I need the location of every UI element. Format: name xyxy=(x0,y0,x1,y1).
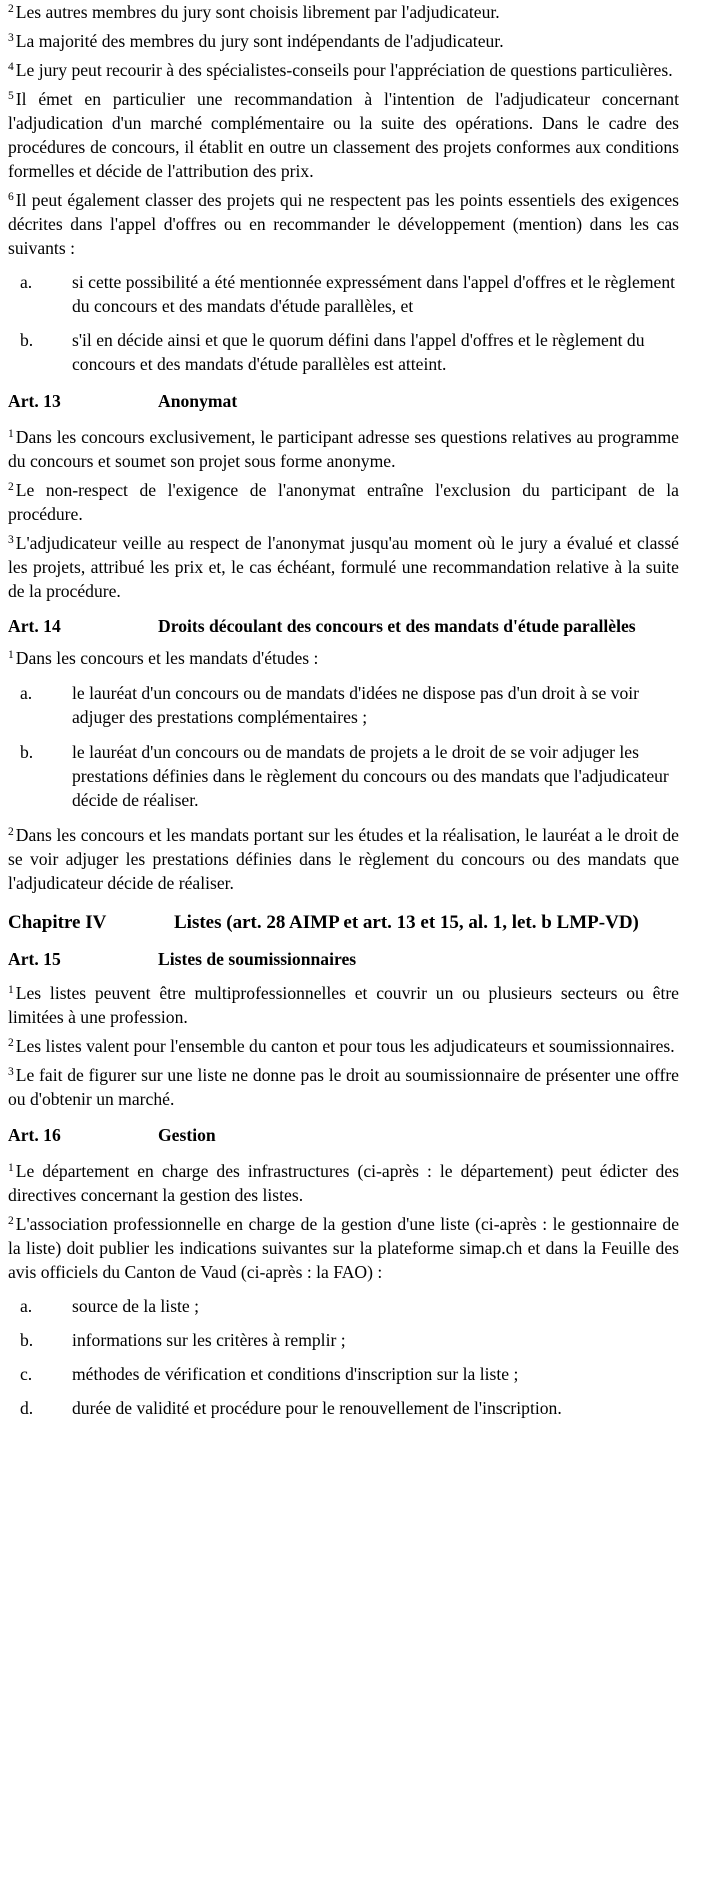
list-item: a. le lauréat d'un concours ou de mandats d'idées ne dispose pas d'un droit à se voir adjuger des prestations complémentaires ; xyxy=(20,683,639,727)
article-paragraph: $^3$ Le fait de figurer sur une liste ne donne pas le droit au soumissionnaire de présenter une offre ou d'obtenir un marché. xyxy=(8,1065,679,1109)
chapter-heading: Chapitre IV Listes (art. 28 AIMP et art. 13 et 15, al. 1, let. b LMP-VD) xyxy=(8,912,639,933)
article-paragraph: $^2$ Le non-respect de l'exigence de l'anonymat entraîne l'exclusion du participant de la procédure. xyxy=(8,480,679,524)
paragraph-5: $^5$ Il émet en particulier une recommandation à l'intention de l'adjudicateur concernant l'adjudication d'un marché complémentaire ou la suite des opérations. Dans le cadre des procédures de concours, il établit en outre un classement des projets conformes aux conditions formelles et décide de l'attribution des prix. xyxy=(8,89,679,181)
article-paragraph: $^1$ Les listes peuvent être multiprofessionnelles et couvrir un ou plusieurs secteurs ou être limitées à une profession. xyxy=(8,983,679,1027)
paragraph-2: $^2$ Les autres membres du jury sont choisis librement par l'adjudicateur. xyxy=(8,2,500,22)
list-item: d. durée de validité et procédure pour le renouvellement de l'inscription. xyxy=(20,1398,562,1418)
article-heading: Art. 14 Droits découlant des concours et des mandats d'étude parallèles xyxy=(8,616,636,636)
list-item: c. méthodes de vérification et conditions d'inscription sur la liste ; xyxy=(20,1364,519,1384)
paragraph-4: $^4$ Le jury peut recourir à des spécialistes-conseils pour l'appréciation de questions particulières. xyxy=(8,60,673,80)
list-item: a. si cette possibilité a été mentionnée expressément dans l'appel d'offres et le règlement du concours et des mandats d'étude parallèles, et xyxy=(20,272,676,316)
list-item: b. informations sur les critères à remplir ; xyxy=(20,1330,346,1350)
article-heading: Art. 15 Listes de soumissionnaires xyxy=(8,949,357,969)
article-paragraph: $^1$ Dans les concours et les mandats d'études : xyxy=(8,648,319,668)
paragraph-6: $^6$ Il peut également classer des projets qui ne respectent pas les points essentiels des exigences décrites dans l'appel d'offres ou en recommander le développement (mention) dans les cas suivants : xyxy=(8,190,679,258)
paragraph-3: $^3$ La majorité des membres du jury sont indépendants de l'adjudicateur. xyxy=(8,31,504,51)
list-item: b. le lauréat d'un concours ou de mandats de projets a le droit de se voir adjuger les prestations définies dans le règlement du concours ou des mandats que l'adjudicateur décide de réaliser. xyxy=(20,742,669,810)
article-heading: Art. 16 Gestion xyxy=(8,1125,216,1145)
list-item: b. s'il en décide ainsi et que le quorum défini dans l'appel d'offres et le règlement du concours et des mandats d'étude parallèles est atteint. xyxy=(20,330,645,374)
article-paragraph: $^2$ Les listes valent pour l'ensemble du canton et pour tous les adjudicateurs et soumissionnaires. xyxy=(8,1036,675,1056)
list-item: a. source de la liste ; xyxy=(20,1296,200,1316)
article-paragraph: $^3$ L'adjudicateur veille au respect de l'anonymat jusqu'au moment où le jury a évalué et classé les projets, attribué les prix et, le cas échéant, formulé une recommandation relative à la suite de la procédure. xyxy=(8,533,679,601)
article-paragraph: $^2$ Dans les concours et les mandats portant sur les études et la réalisation, le lauréat a le droit de se voir adjuger les prestations définies dans le règlement du concours ou des mandats que l'adjudicateur décide de réaliser. xyxy=(8,825,679,893)
article-paragraph: $^1$ Dans les concours exclusivement, le participant adresse ses questions relatives au programme du concours et soumet son projet sous forme anonyme. xyxy=(8,427,679,471)
article-heading: Art. 13 Anonymat xyxy=(8,391,238,411)
article-paragraph: $^2$ L'association professionnelle en charge de la gestion d'une liste (ci-après : le gestionnaire de la liste) doit publier les indications suivantes sur la plateforme simap.ch et dans la Feuille des avis officiels du Canton de Vaud (ci-après : la FAO) : xyxy=(8,1214,679,1282)
article-paragraph: $^1$ Le département en charge des infrastructures (ci-après : le département) peut édicter des directives concernant la gestion des listes. xyxy=(8,1161,679,1205)
